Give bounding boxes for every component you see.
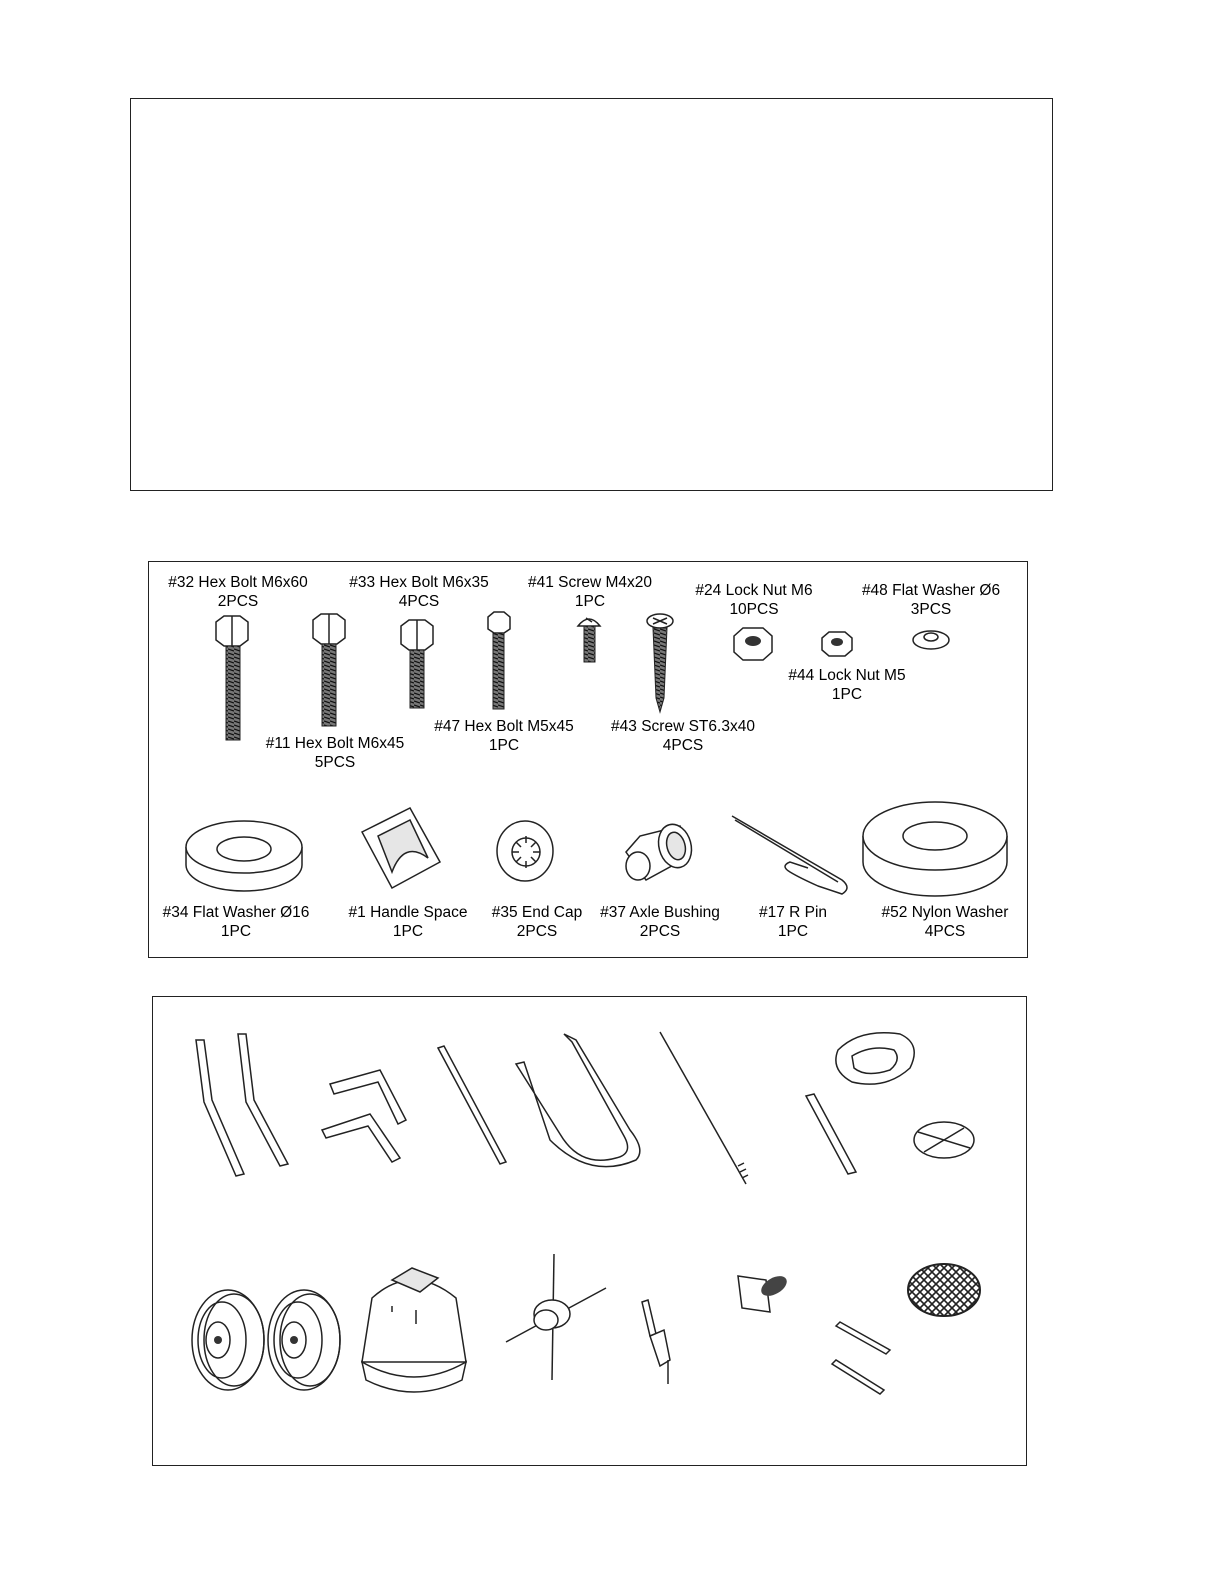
label-screw-m4x20: #41 Screw M4x20 1PC (527, 574, 653, 610)
handle-bar-left-icon (196, 1034, 288, 1176)
rod-icon (438, 1046, 506, 1164)
wheel-right-icon (268, 1290, 340, 1390)
label-axle-bushing: #37 Axle Bushing 2PCS (600, 904, 720, 940)
wheel-left-icon (192, 1290, 264, 1390)
label-screw-st6-3x40: #43 Screw ST6.3x40 4PCS (611, 718, 755, 754)
mesh-screen-icon (908, 1264, 980, 1316)
hopper-icon (362, 1268, 466, 1392)
control-knob-icon (738, 1272, 790, 1312)
l-bracket-icon (322, 1070, 406, 1162)
label-hex-bolt-m6x60: #32 Hex Bolt M6x60 2PCS (168, 574, 308, 610)
short-rod-icon (806, 1094, 856, 1174)
long-rod-icon (660, 1032, 748, 1184)
lever-icon (642, 1300, 670, 1384)
gearbox-icon (506, 1254, 606, 1380)
label-r-pin: #17 R Pin 1PC (758, 904, 828, 940)
label-handle-space: #1 Handle Space 1PC (348, 904, 468, 940)
label-lock-nut-m5: #44 Lock Nut M5 1PC (788, 667, 906, 703)
label-flat-washer-16: #34 Flat Washer Ø16 1PC (162, 904, 310, 940)
label-hex-bolt-m6x35: #33 Hex Bolt M6x35 4PCS (349, 574, 489, 610)
label-end-cap: #35 End Cap 2PCS (491, 904, 583, 940)
spinner-plate-icon (914, 1122, 974, 1158)
link-bar-icon (832, 1322, 890, 1394)
label-hex-bolt-m5x45: #47 Hex Bolt M5x45 1PC (434, 718, 574, 754)
label-lock-nut-m6: #24 Lock Nut M6 10PCS (695, 582, 813, 618)
u-frame-icon (516, 1034, 640, 1167)
label-hex-bolt-m6x45: #11 Hex Bolt M6x45 5PCS (265, 735, 405, 771)
label-flat-washer-6: #48 Flat Washer Ø6 3PCS (861, 582, 1001, 618)
gasket-icon (836, 1033, 914, 1084)
label-nylon-washer: #52 Nylon Washer 4PCS (881, 904, 1009, 940)
